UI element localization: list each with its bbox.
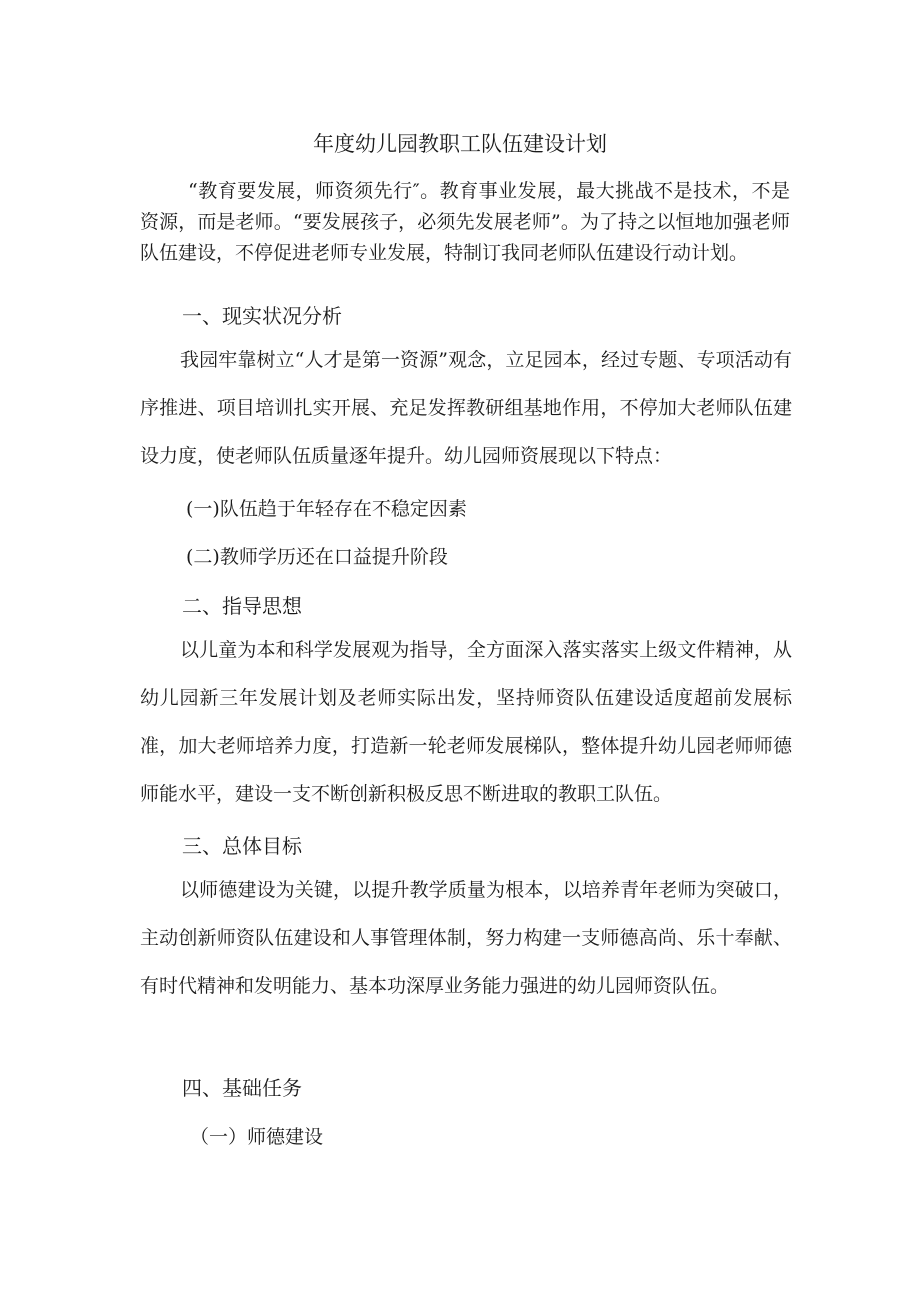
section-4-item-1: （一）师德建设 <box>190 1126 324 1148</box>
section-2-paragraph: 以儿童为本和科学发展观为指导，全方面深入落实落实上级文件精神，从幼儿园新三年发展计划及老师实际出发，坚持师资队伍建设适度超前发展标准，加大老师培养力度，打造新一轮老师发展梯队，整体提升幼儿园老师师德师能水平，建设一支不断创新积极反思不断进取的教职工队伍。 <box>140 639 792 805</box>
section-heading-4: 四、基础任务 <box>182 1076 302 1100</box>
document-title: 年度幼儿园教职工队伍建设计划 <box>313 132 607 156</box>
section-1-paragraph: 我园牢靠树立“人才是第一资源”观念，立足园本，经过专题、专项活动有序推进、项目培训扎实开展、充足发挥教研组基地作用，不停加大老师队伍建设力度，使老师队伍质量逐年提升。幼儿园师资展现以下特点： <box>140 349 792 467</box>
section-1-item-2: (二)教师学历还在口益提升阶段 <box>186 546 448 568</box>
section-heading-1: 一、现实状况分析 <box>182 304 342 328</box>
section-1-item-1: (一)队伍趋于年轻存在不稳定因素 <box>186 498 467 520</box>
intro-paragraph: “教育要发展，师资须先行″。教育事业发展，最大挑战不是技术，不是资源，而是老师。“要发展孩子，必须先发展老师”。为了持之以恒地加强老师队伍建设，不停促进老师专业发展，特制订我同老师队伍建设行动计划。 <box>140 180 790 264</box>
section-heading-2: 二、指导思想 <box>182 594 302 618</box>
section-3-paragraph: 以师德建设为关键，以提升教学质量为根本，以培养青年老师为突破口，主动创新师资队伍建设和人事管理体制，努力构建一支师德高尚、乐十奉献、有时代精神和发明能力、基本功深厚业务能力强进的幼儿园师资队伍。 <box>140 879 792 997</box>
section-heading-3: 三、总体目标 <box>182 834 302 858</box>
